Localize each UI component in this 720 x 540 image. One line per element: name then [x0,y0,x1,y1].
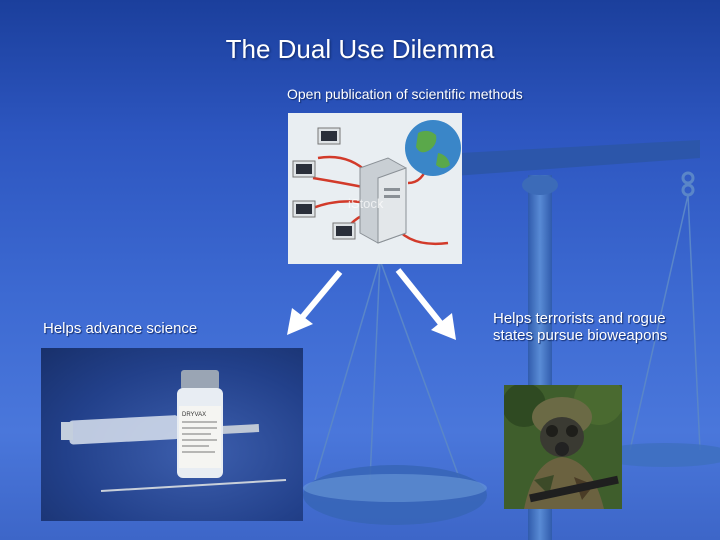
caption-advance-science: Helps advance science [43,320,198,337]
caption-bioweapons: Helps terrorists and rogue states pursue bioweapons [493,310,668,344]
network-illustration [288,113,462,264]
vial-label: DRYVAX [182,412,207,418]
network-watermark: iStock [348,196,384,211]
vaccine-vial-photo [41,348,303,521]
slide-title: The Dual Use Dilemma [225,34,495,64]
caption-open-publication: Open publication of scientific methods [287,86,523,102]
soldier-gas-mask-photo [504,385,622,509]
